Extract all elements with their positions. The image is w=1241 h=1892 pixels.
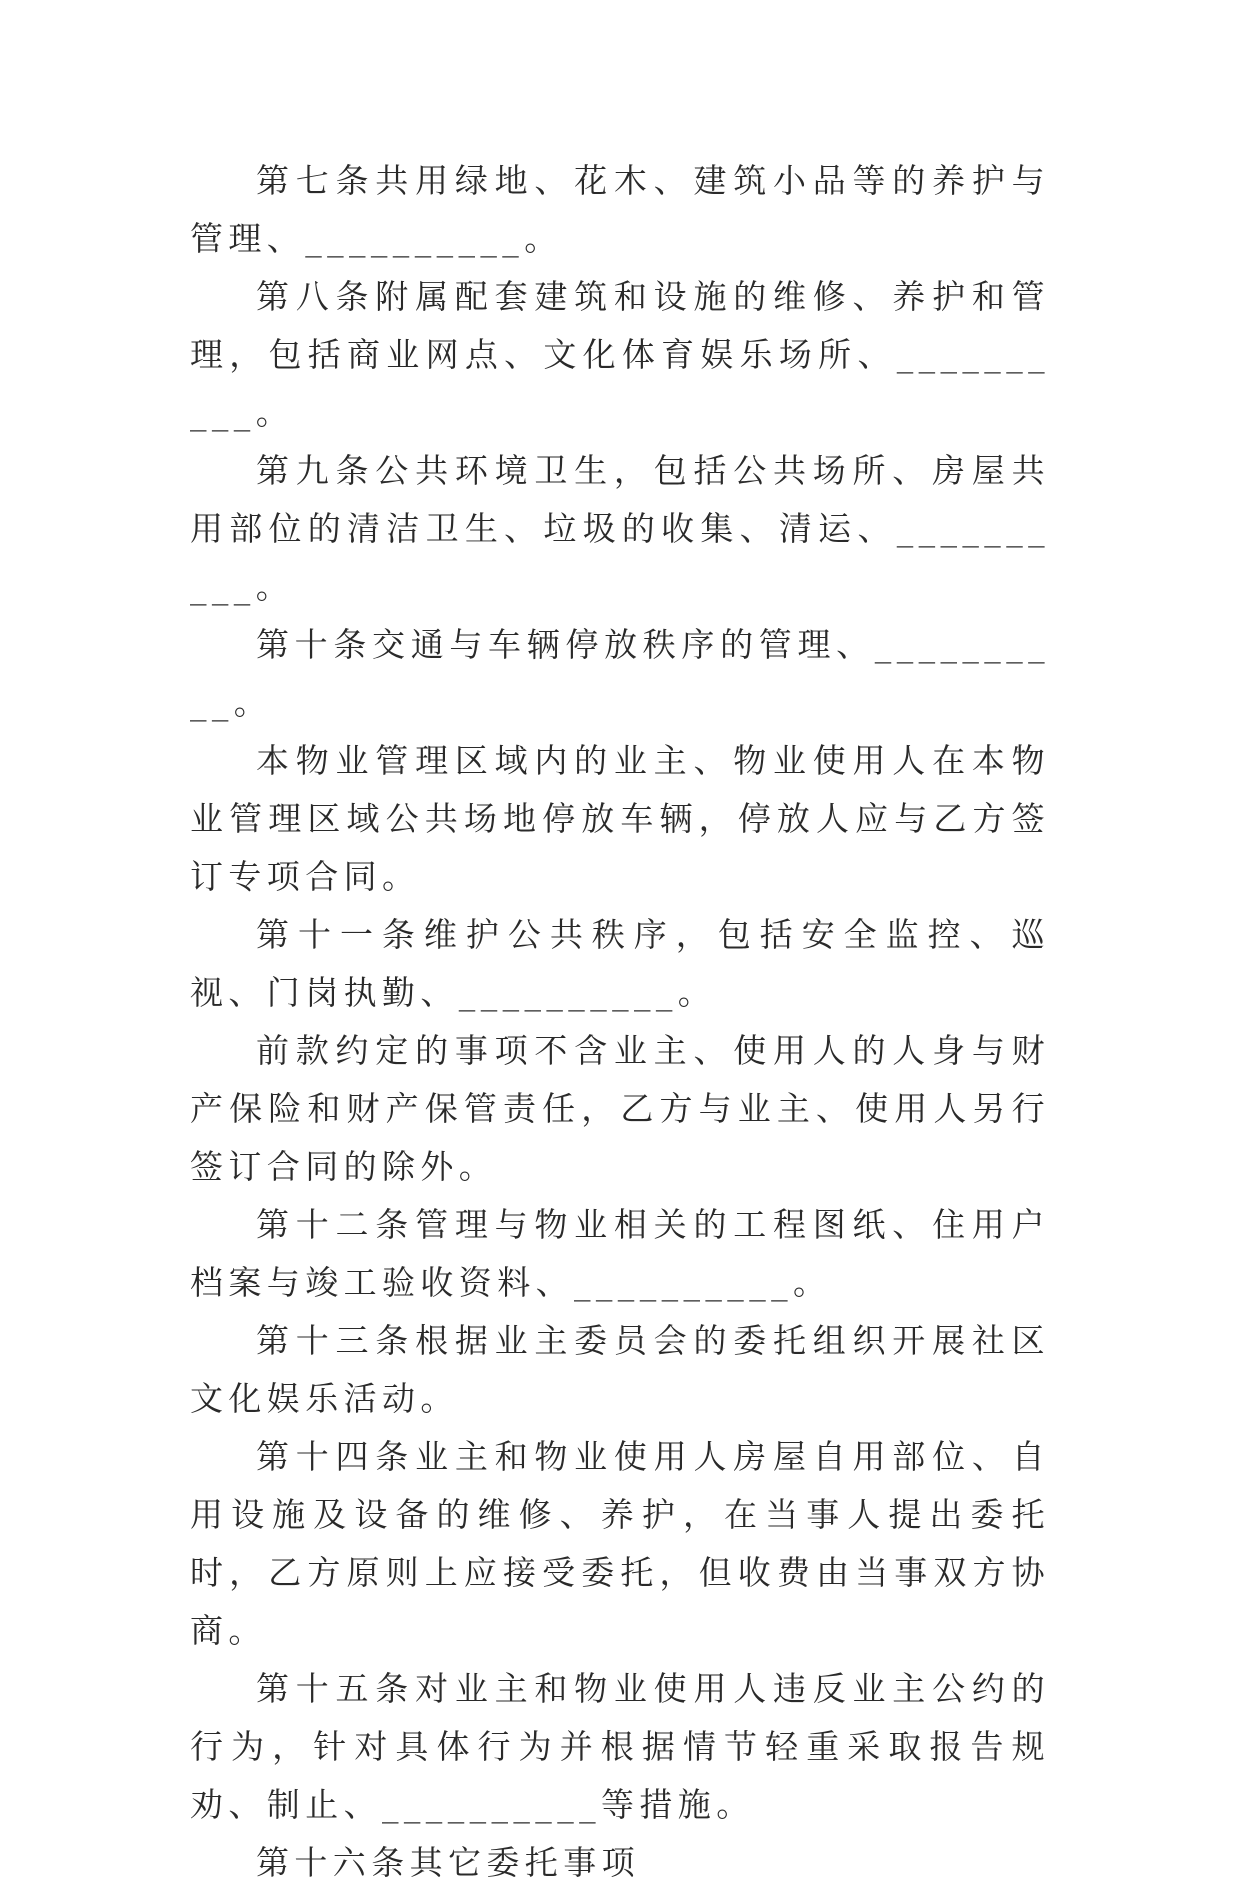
- article-16-paragraph: 第十六条其它委托事项: [256, 1843, 640, 1882]
- article-11-paragraph: 第十一条维护公共秩序，包括安全监控、巡视、门岗执勤、__________。: [190, 915, 1050, 1012]
- document-body: [190, 152, 1050, 1892]
- parking-contract-paragraph: 本物业管理区域内的业主、物业使用人在本物业管理区域公共场地停放车辆，停放人应与乙方签订专项合同。: [190, 741, 1050, 896]
- article-13-paragraph: 第十三条根据业主委员会的委托组织开展社区文化娱乐活动。: [190, 1321, 1050, 1418]
- insurance-exclusion-paragraph: 前款约定的事项不含业主、使用人的人身与财产保险和财产保管责任，乙方与业主、使用人另行签订合同的除外。: [190, 1031, 1050, 1186]
- article-10-paragraph: 第十条交通与车辆停放秩序的管理、__________。: [190, 625, 1050, 722]
- article-8-paragraph: 第八条附属配套建筑和设施的维修、养护和管理，包括商业网点、文化体育娱乐场所、__________。: [190, 277, 1050, 432]
- article-14-paragraph: 第十四条业主和物业使用人房屋自用部位、自用设施及设备的维修、养护，在当事人提出委托时，乙方原则上应接受委托，但收费由当事双方协商。: [190, 1437, 1050, 1650]
- article-12-paragraph: 第十二条管理与物业相关的工程图纸、住用户档案与竣工验收资料、__________。: [190, 1205, 1050, 1302]
- article-15-paragraph: 第十五条对业主和物业使用人违反业主公约的行为，针对具体行为并根据情节轻重采取报告规劝、制止、__________等措施。: [190, 1669, 1050, 1824]
- article-9-paragraph: 第九条公共环境卫生，包括公共场所、房屋共用部位的清洁卫生、垃圾的收集、清运、__________。: [190, 451, 1050, 606]
- article-7-paragraph: 第七条共用绿地、花木、建筑小品等的养护与管理、__________。: [190, 161, 1050, 258]
